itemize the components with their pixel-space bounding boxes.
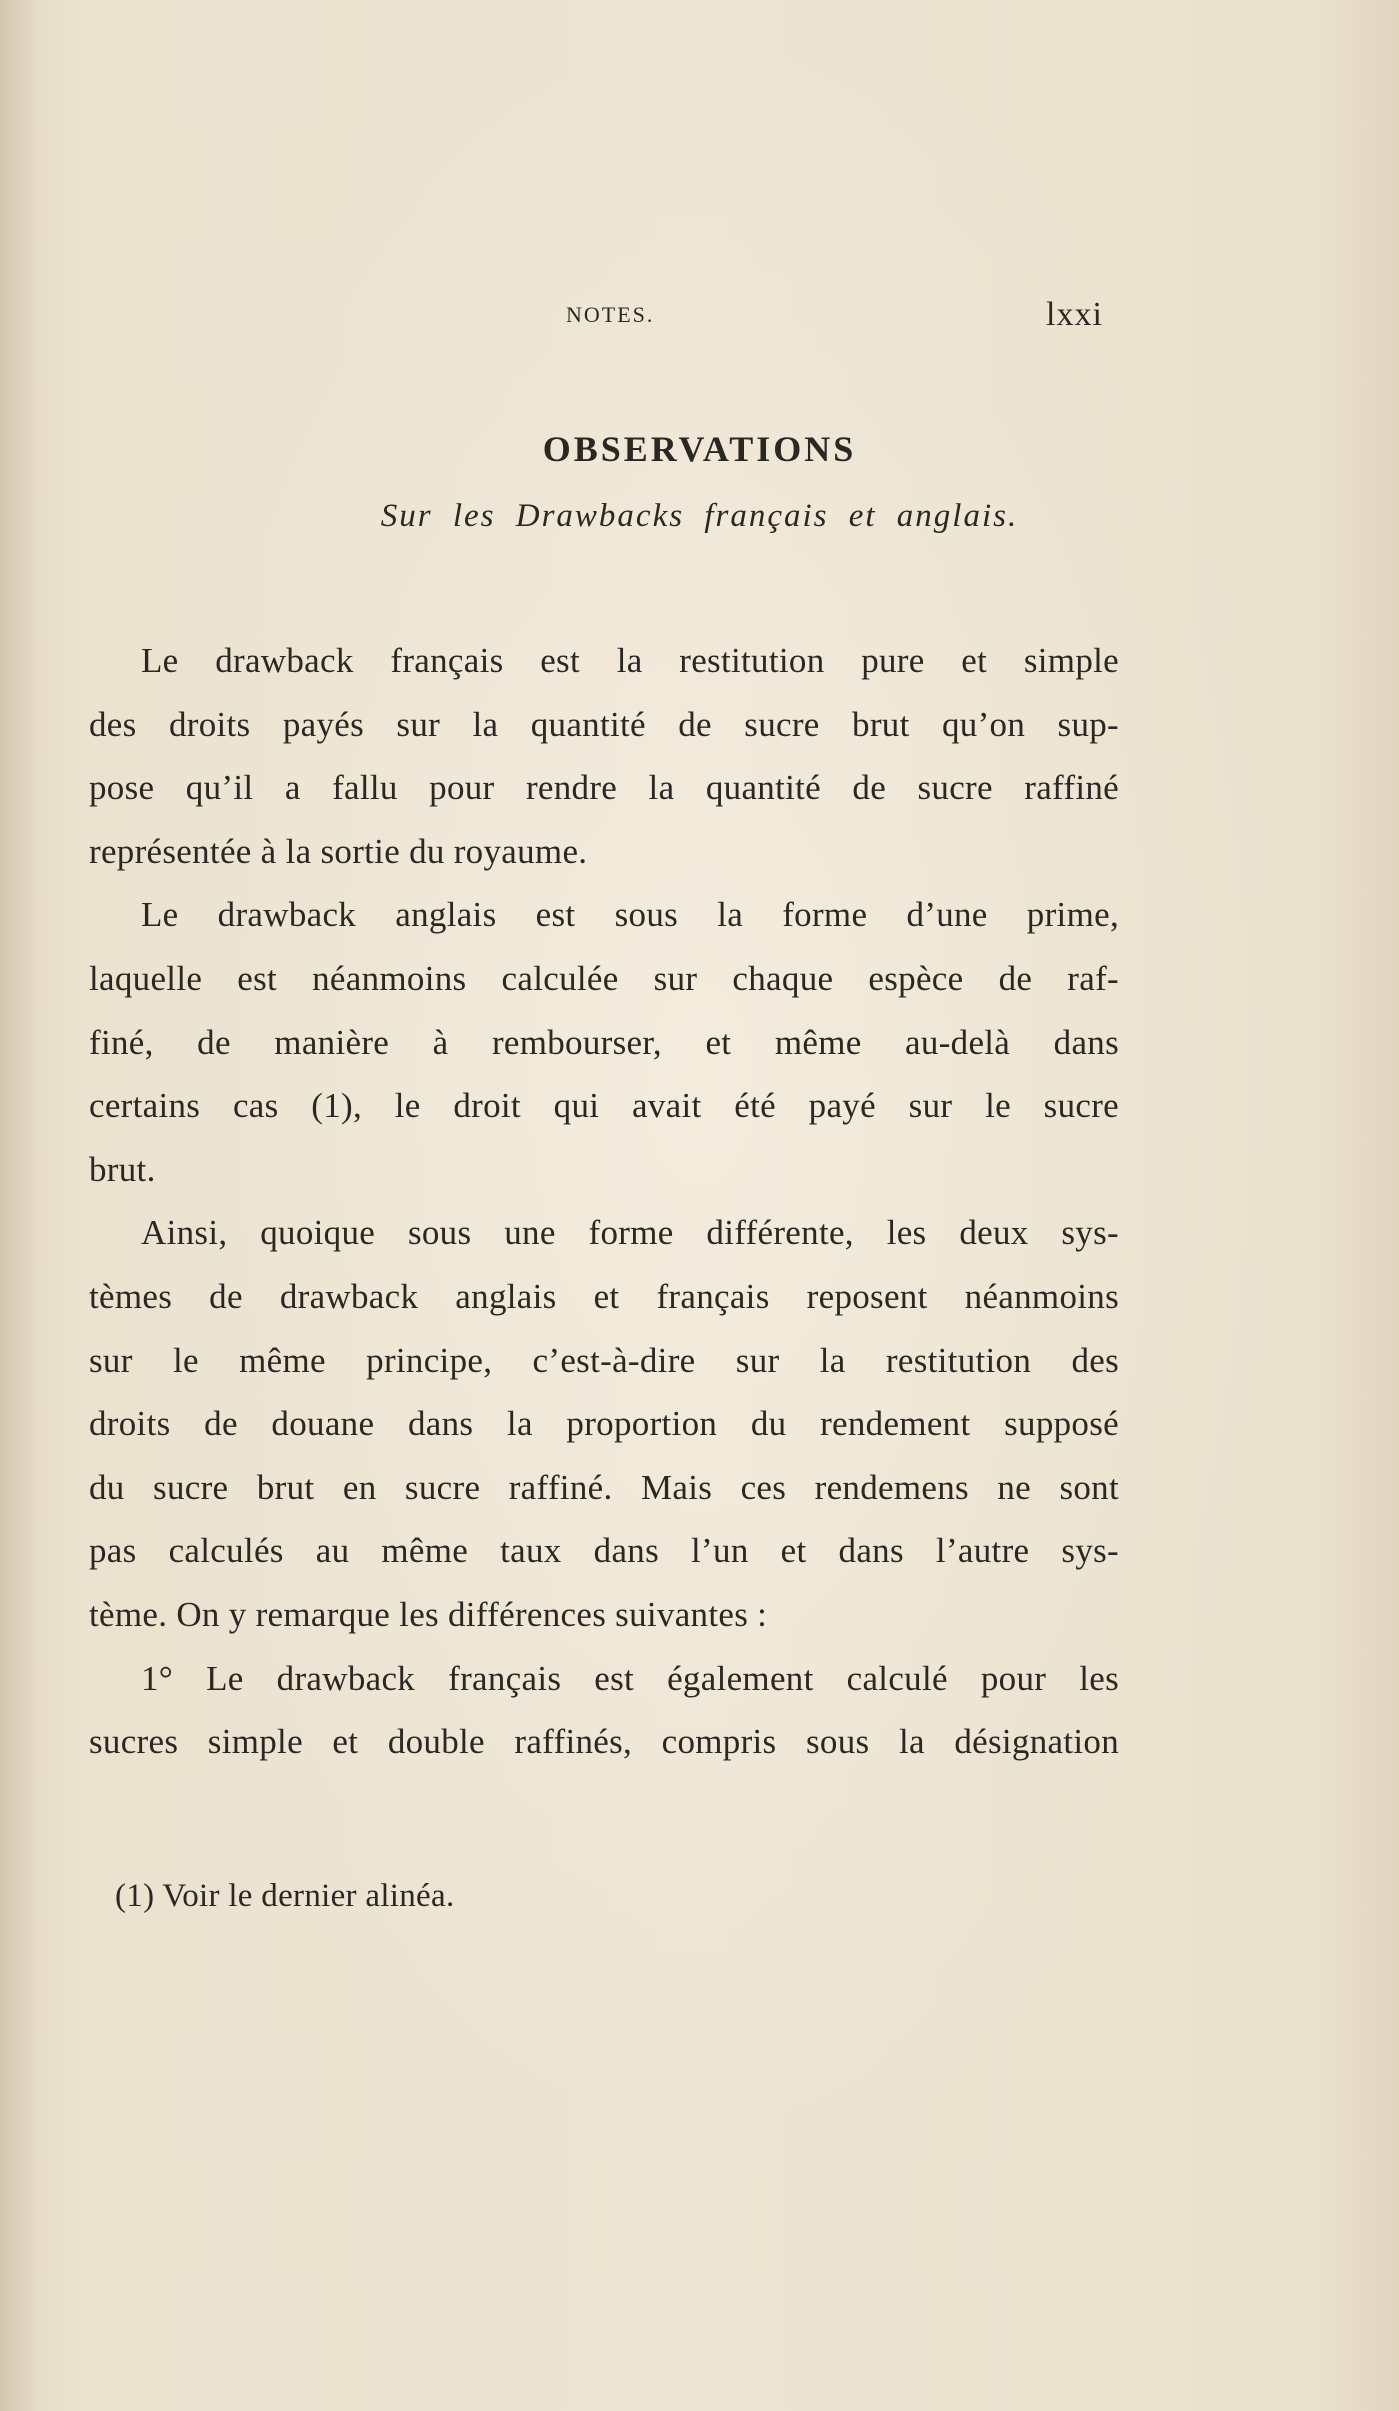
text-line: Ainsi, quoique sous une forme différente, les deux sys- [141,1213,1119,1253]
running-title: NOTES. [566,302,655,327]
text-line: représentée à la sortie du royaume. [89,831,588,871]
footnote: (1) Voir le dernier alinéa. [115,1878,455,1914]
text-line: pas calculés au même taux dans l’un et dans l’autre sys- [89,1531,1119,1571]
section-subtitle: Sur les Drawbacks français et anglais. [380,498,1019,534]
text-line: laquelle est néanmoins calculée sur chaque espèce de raf- [89,958,1119,998]
text-line: droits de douane dans la proportion du rendement supposé [89,1404,1119,1444]
text-line: certains cas (1), le droit qui avait été payé sur le sucre [89,1086,1119,1126]
text-line: Le drawback anglais est sous la forme d’une prime, [141,895,1119,935]
text-line: sur le même principe, c’est-à-dire sur la restitution des [89,1340,1119,1380]
text-line: brut. [89,1149,156,1189]
text-line: des droits payés sur la quantité de sucre brut qu’on sup- [89,704,1119,744]
text-line: sucres simple et double raffinés, compris sous la désignation [89,1722,1119,1762]
body-text [89,629,1119,1774]
text-line: finé, de manière à rembourser, et même au-delà dans [89,1022,1119,1062]
page-gutter-shadow [0,0,40,2411]
text-line: du sucre brut en sucre raffiné. Mais ces rendemens ne sont [89,1467,1119,1507]
text-line: 1° Le drawback français est également calculé pour les [141,1658,1119,1698]
page-number: lxxi [1046,296,1103,333]
running-head [0,296,1399,336]
text-line: tème. On y remarque les différences suivantes : [89,1594,768,1634]
text-line: Le drawback français est la restitution pure et simple [141,641,1119,680]
section-title: OBSERVATIONS [542,429,857,469]
text-line: tèmes de drawback anglais et français reposent néanmoins [89,1276,1119,1316]
text-line: pose qu’il a fallu pour rendre la quantité de sucre raffiné [89,768,1119,808]
